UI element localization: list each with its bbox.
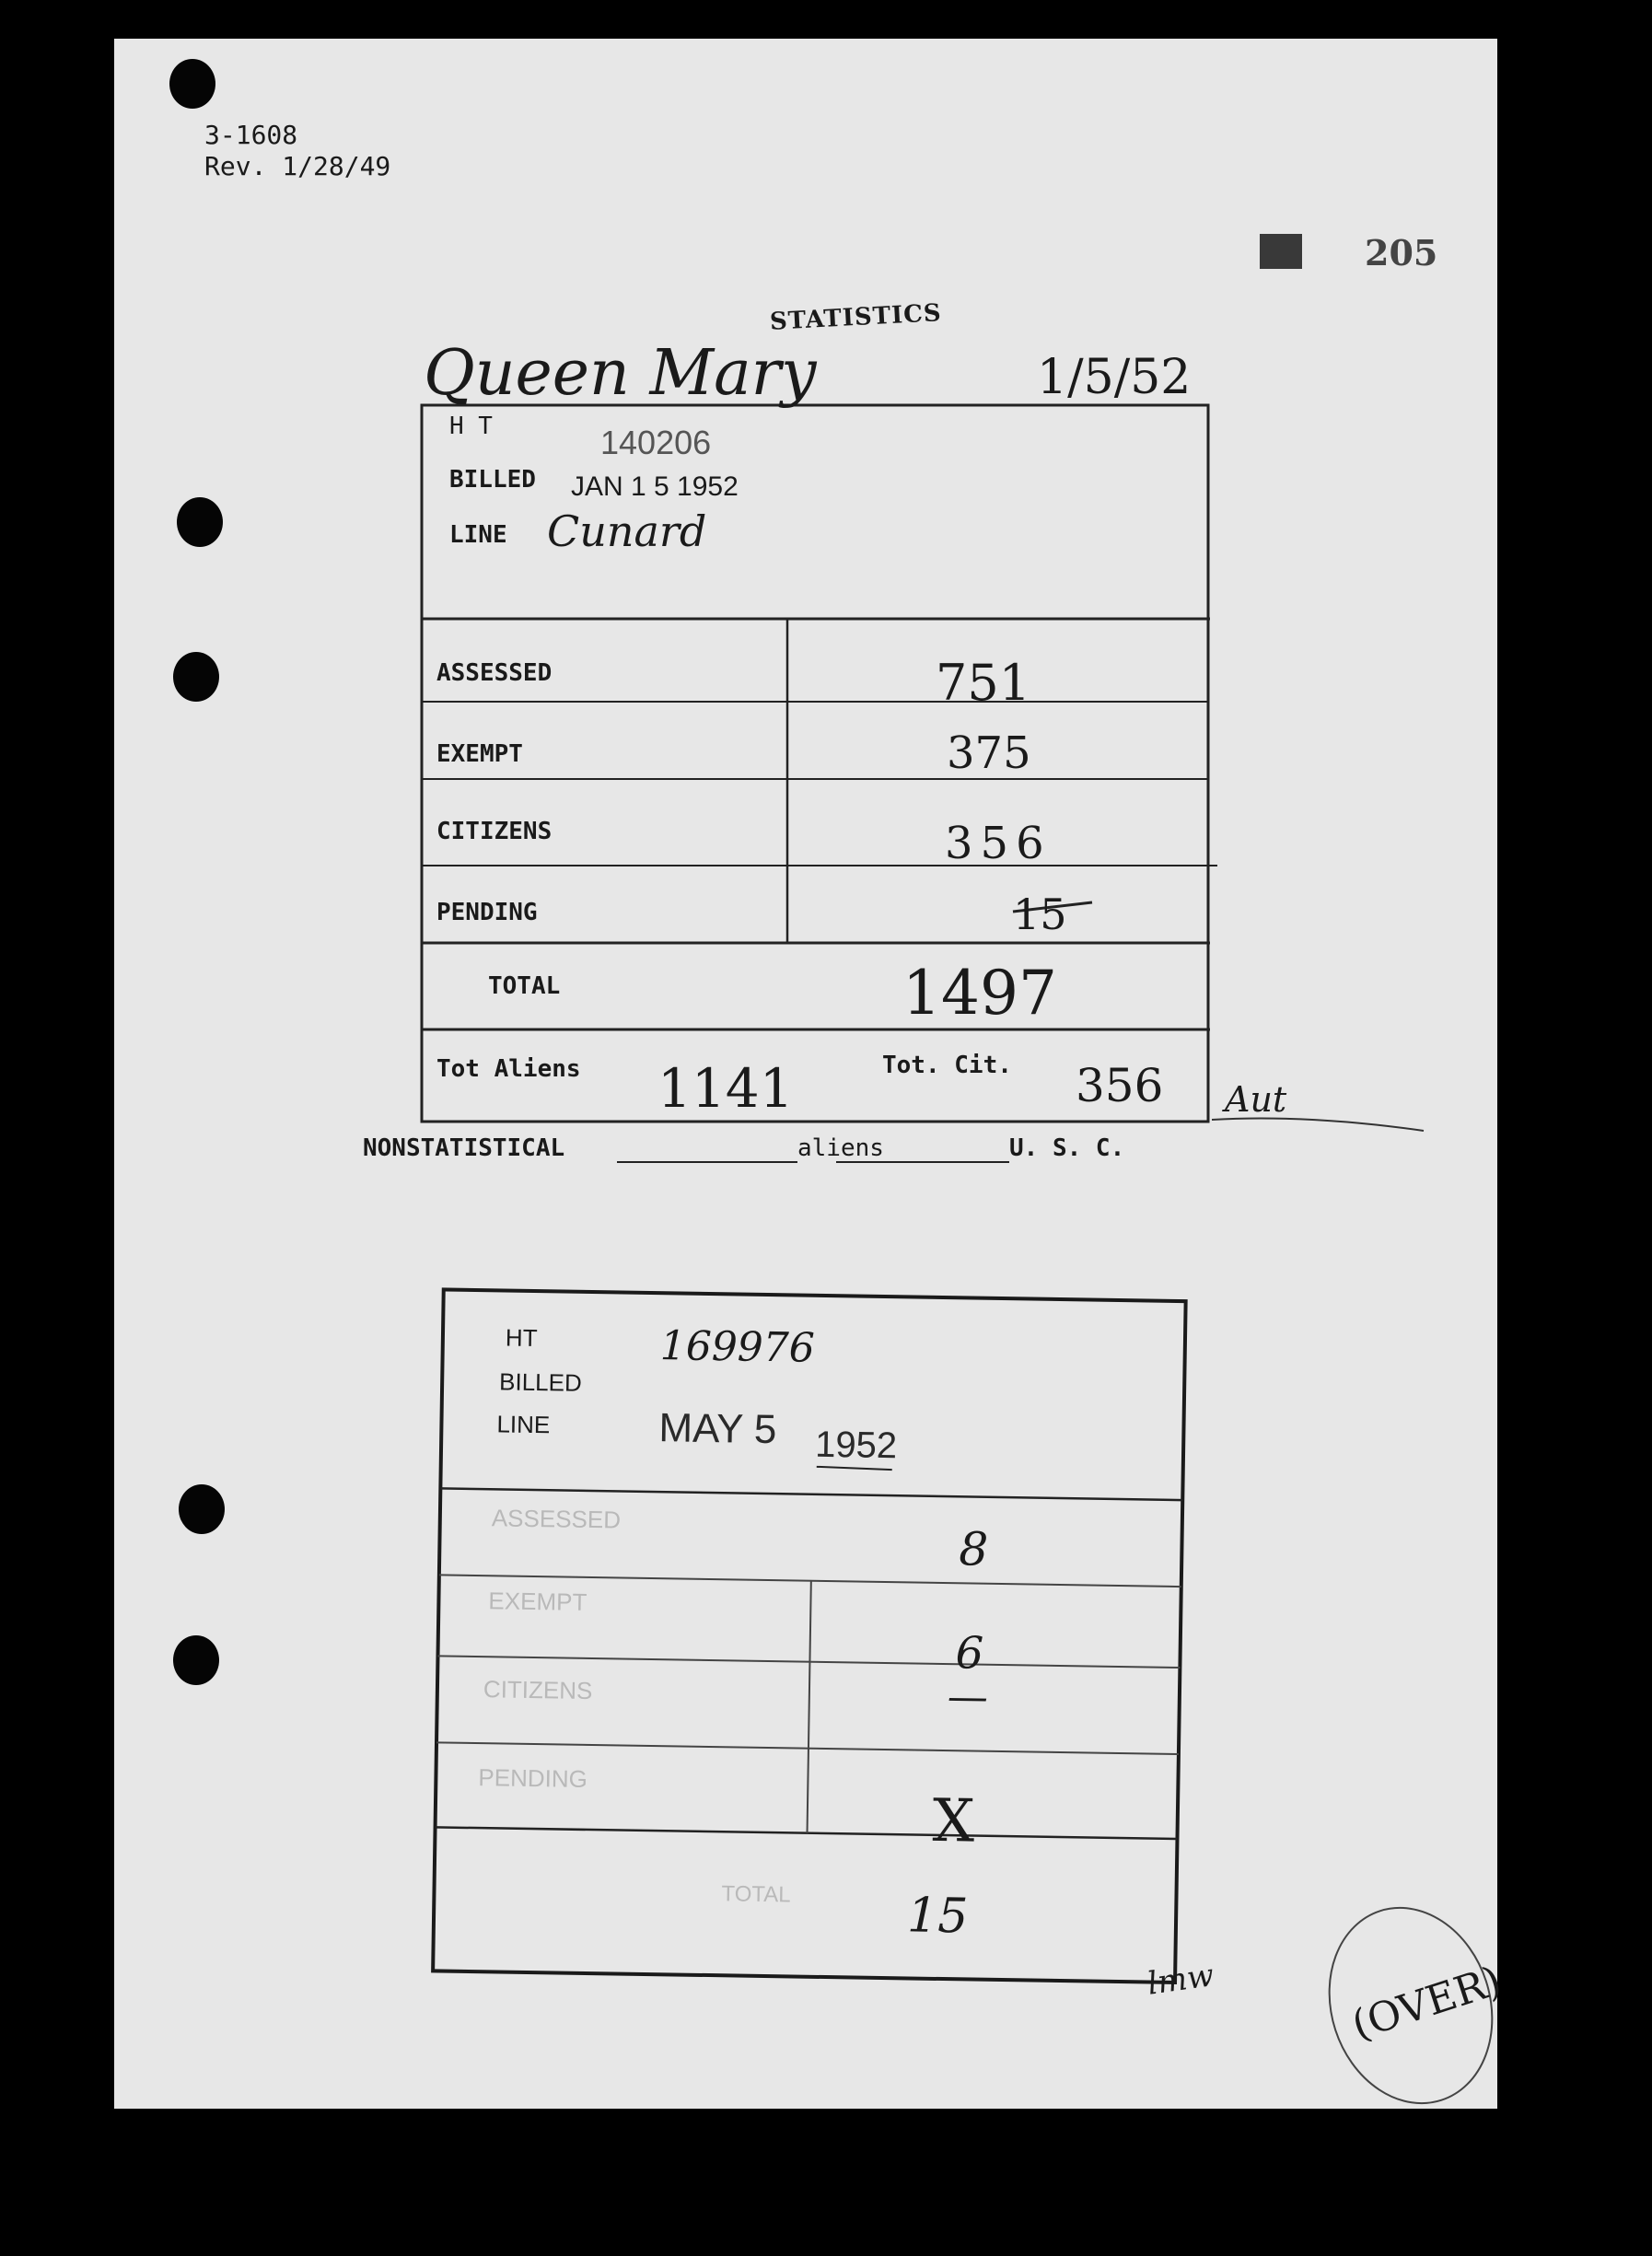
initials-bottom: lmw [1145,1957,1216,2003]
vessel-name: Queen Mary [424,337,817,410]
pending-value-2: X [932,1786,975,1856]
billed-date: JAN 1 5 1952 [571,471,739,502]
usc-label: U. S. C. [1009,1134,1125,1162]
exempt-value-2: 6 [955,1627,984,1680]
tot-cit-value: 356 [1076,1059,1164,1112]
assessed-label: ASSESSED [436,659,553,687]
page-number: 205 [1365,232,1438,273]
voyage-date: 1/5/52 [1037,350,1192,405]
ht-number: 140206 [600,424,712,461]
statistics-stamp: STATISTICS [769,299,943,336]
billed-label-2: BILLED [498,1367,583,1397]
billed-year-2: 1952 [814,1424,898,1467]
exempt-label: EXEMPT [436,740,523,768]
assessed-label-2: ASSESSED [491,1504,622,1534]
pending-label-2: PENDING [478,1763,588,1793]
line-label: LINE [449,521,507,549]
exempt-value: 375 [947,727,1031,779]
citizens-value-2: — [947,1673,989,1721]
over-note: (OVER) [1346,1957,1507,2050]
form-revision: Rev. 1/28/49 [204,151,391,181]
tot-aliens-value: 1141 [657,1057,794,1120]
assessed-value-2: 8 [958,1522,989,1576]
total-label: TOTAL [488,972,561,1000]
line-name: Cunard [547,506,707,556]
initials-top: Aut [1225,1079,1287,1120]
total-value: 1497 [902,958,1057,1029]
tot-cit-label: Tot. Cit. [882,1052,1012,1079]
billed-label: BILLED [449,466,536,494]
citizens-label: CITIZENS [436,818,553,845]
pending-value: 15 [1013,890,1067,939]
total-value-2: 15 [906,1888,969,1945]
citizens-value: 356 [945,818,1052,869]
exempt-label-2: EXEMPT [488,1587,588,1616]
line-label-2: LINE [496,1410,551,1439]
aliens-label: aliens [797,1134,884,1162]
pending-label: PENDING [436,899,538,926]
ht-number-2: 169976 [659,1322,816,1372]
nonstatistical-label: NONSTATISTICAL [363,1134,565,1162]
citizens-label-2: CITIZENS [483,1675,593,1705]
assessed-value: 751 [936,654,1031,712]
ht-label: H T [449,413,493,440]
ht-label-2: HT [505,1323,538,1353]
billed-date-2: MAY 5 [658,1405,777,1453]
tot-aliens-label: Tot Aliens [436,1055,581,1083]
form-number: 3-1608 [204,120,298,150]
total-label-2: TOTAL [721,1881,791,1908]
